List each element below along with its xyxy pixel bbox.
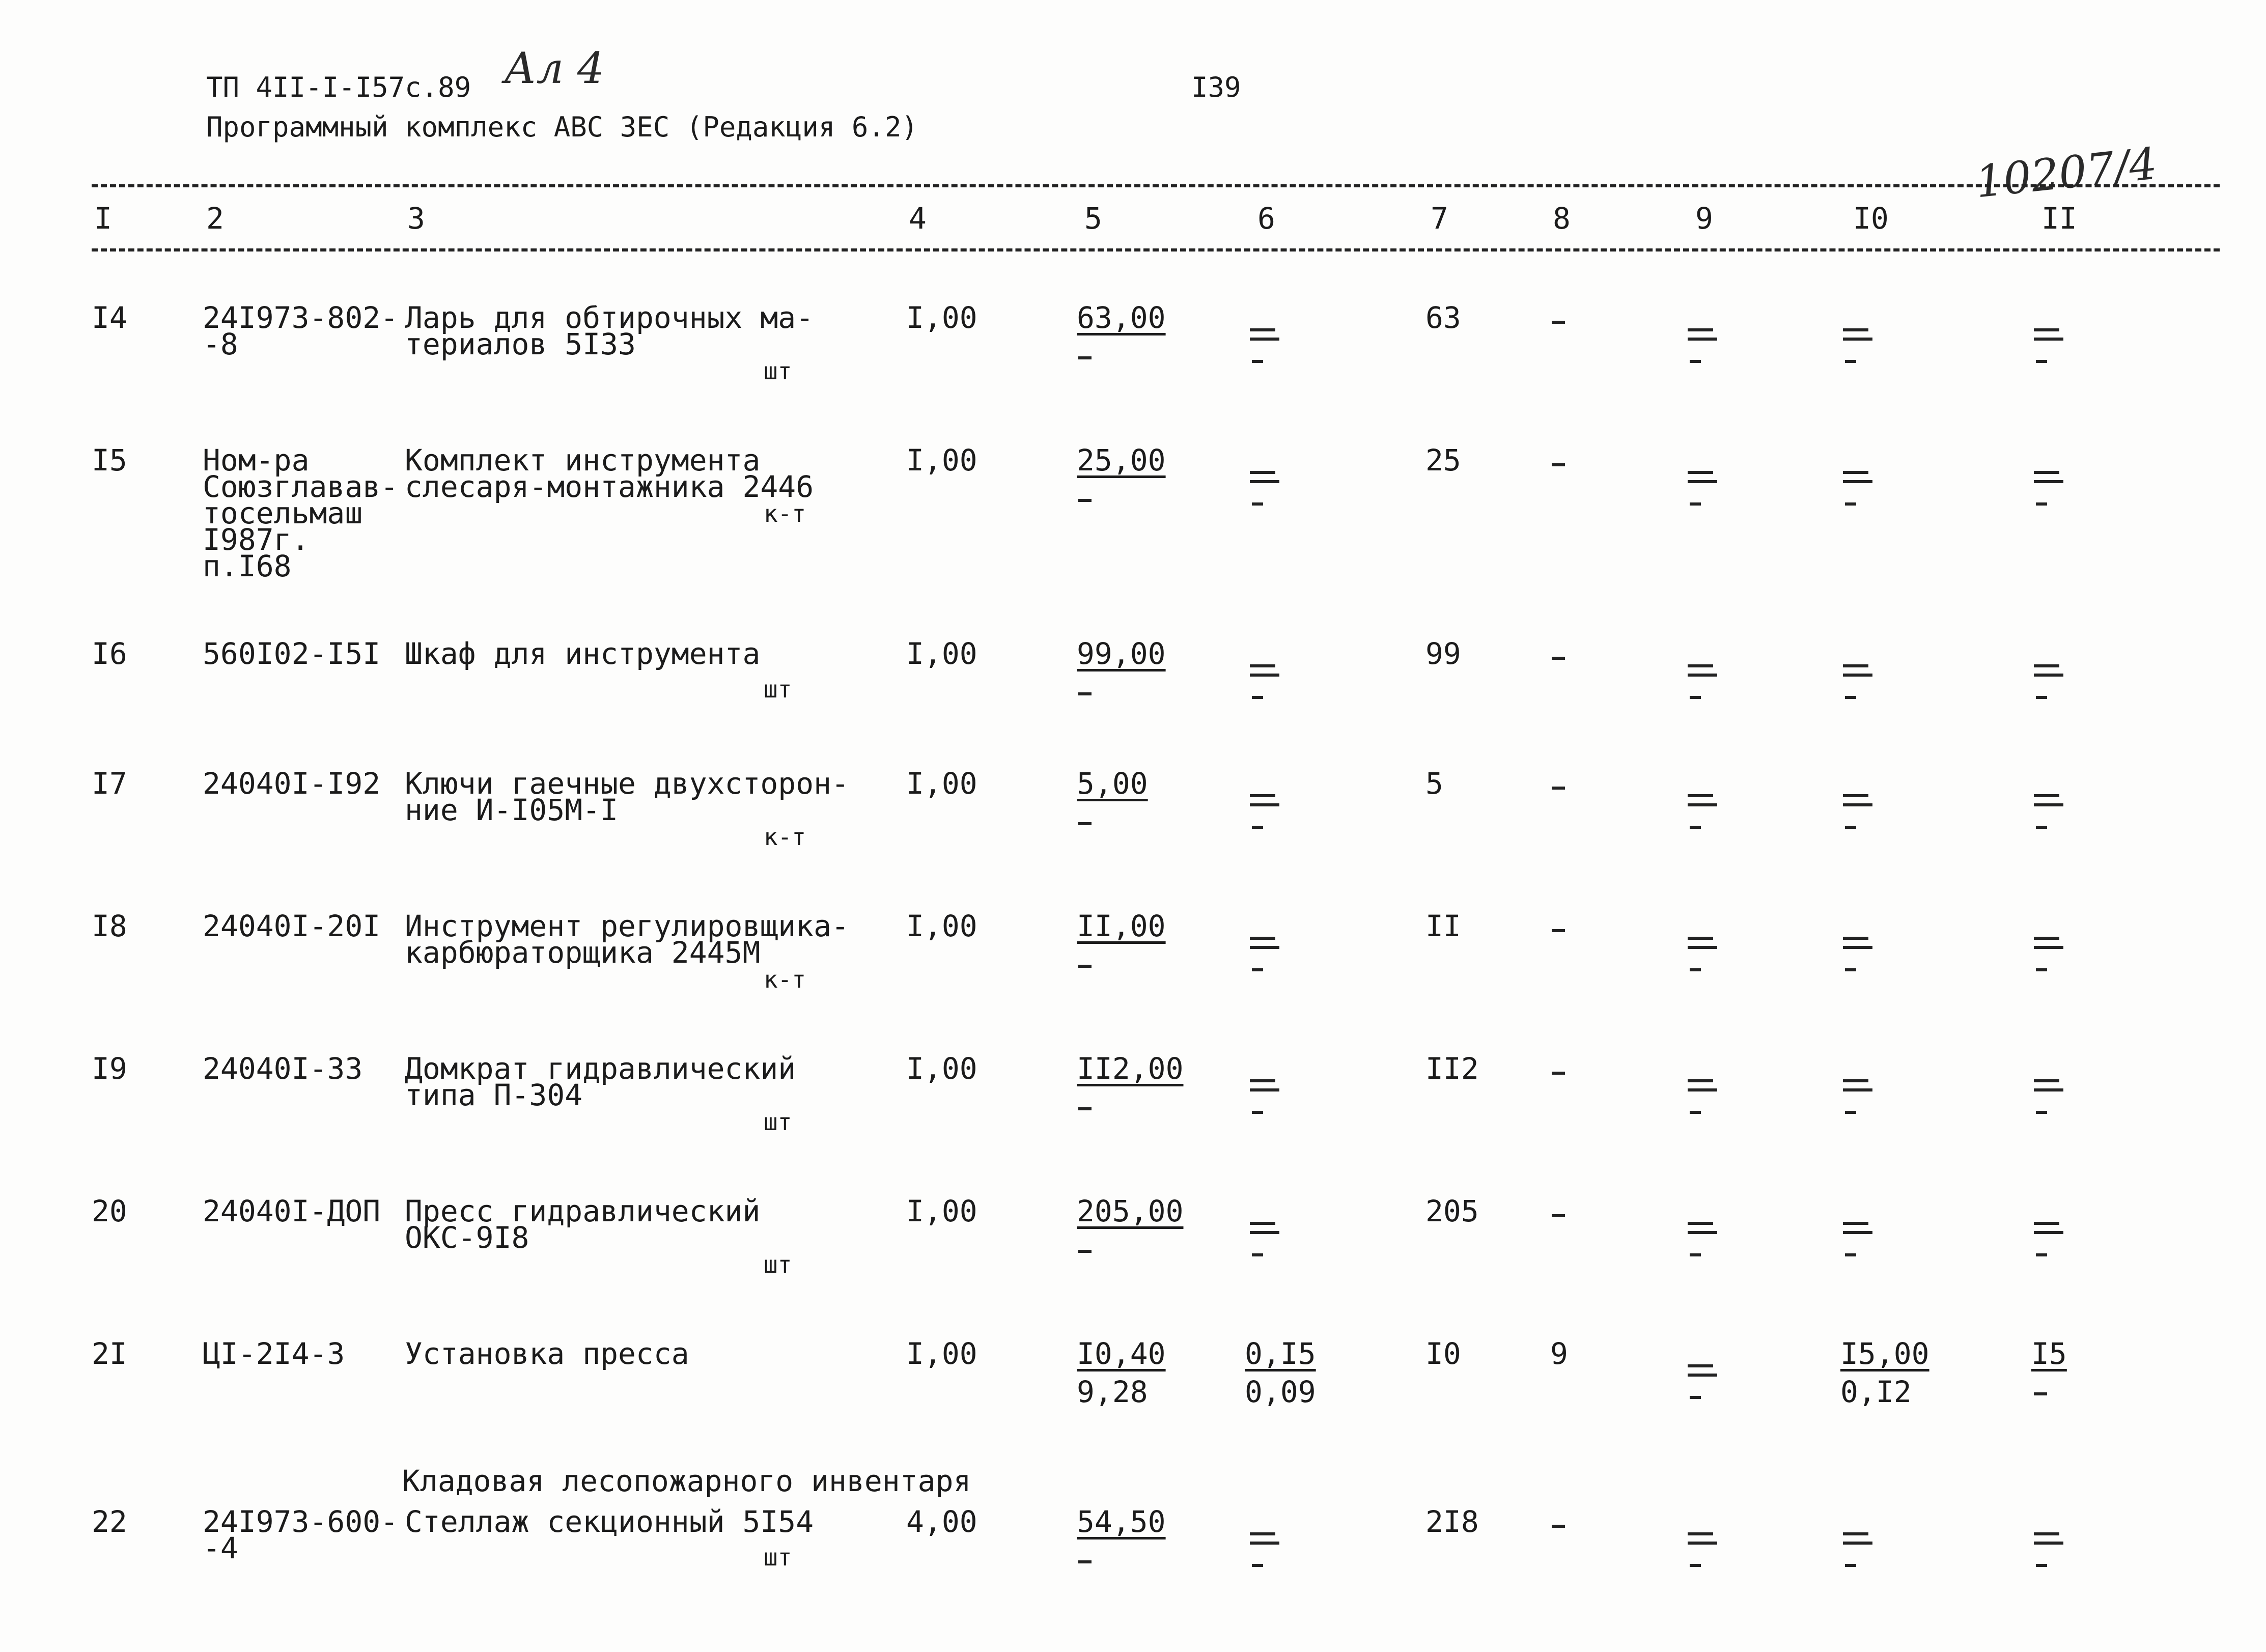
total-cost: 25 [1425,443,1461,478]
col11-blank-underline [2034,1088,2063,1091]
resource-code: -4 [203,1531,238,1565]
col9-blank-top [1688,1364,1713,1367]
unit-cost-secondary [1078,692,1092,695]
wage-cost-blank-bottom [1252,360,1263,363]
col11-blank-bottom [2036,1564,2047,1567]
total-cost: 5 [1425,766,1443,801]
resource-name: слесаря-монтажника 2446 [405,469,814,504]
col9-blank-top [1688,664,1713,667]
col11-dash [2034,1392,2047,1395]
col10-blank-top [1843,937,1868,940]
row-number: I4 [92,300,127,335]
col11-blank-bottom [2036,696,2047,699]
col10-blank-underline [1843,480,1872,483]
col11-blank-underline [2034,946,2063,949]
unit: к-т [764,500,806,527]
column-header-10: I0 [1853,201,1889,236]
unit-cost: 63,00 [1077,300,1166,335]
col10-blank-bottom [1845,826,1856,829]
resource-code: Союзглавав- [203,469,399,504]
resource-code: 24040I-33 [203,1051,363,1086]
quantity: I,00 [906,300,977,335]
resource-name: Ключи гаечные двухсторон- [405,766,849,801]
column-header-6: 6 [1257,201,1275,236]
wage-cost-blank-bottom [1252,1111,1263,1114]
column-header-4: 4 [909,201,927,236]
col8-dash [1552,787,1565,790]
col10-blank-underline [1843,1088,1872,1091]
col11-blank-bottom [2036,826,2047,829]
col10-blank-underline [1843,338,1872,341]
col9-blank-top [1688,937,1713,940]
col9-blank-underline [1688,803,1717,806]
header-rule-bottom [92,248,2220,251]
wage-cost-blank-underline [1250,674,1279,677]
total-cost: II2 [1425,1051,1479,1086]
resource-code: -8 [203,327,238,361]
unit-cost: II2,00 [1077,1051,1184,1086]
total-cost: 2I8 [1425,1504,1479,1539]
col8-dash [1552,321,1565,324]
unit-cost-secondary [1078,965,1092,968]
wage-cost-blank-underline [1250,946,1279,949]
col10-blank-top [1843,794,1868,797]
col11-blank-top [2034,471,2059,474]
col9-blank-underline [1688,1088,1717,1091]
col9-blank-top [1688,328,1713,331]
wage-cost-blank-bottom [1252,968,1263,971]
unit: шт [764,1251,792,1278]
col9-blank-top [1688,1222,1713,1225]
col9-blank-underline [1688,1542,1717,1545]
row-number: 2I [92,1336,127,1371]
resource-name: Установка пресса [405,1336,689,1371]
wage-cost-blank-top [1250,328,1275,331]
column-header-7: 7 [1431,201,1448,236]
unit: к-т [764,823,806,851]
wage-cost-blank-underline [1250,338,1279,341]
col11-blank-top [2034,328,2059,331]
resource-code: 24I973-600- [203,1504,399,1539]
wage-cost-blank-top [1250,937,1275,940]
col9-blank-underline [1688,674,1717,677]
col10-secondary: 0,I2 [1840,1375,1912,1409]
column-header-9: 9 [1695,201,1713,236]
col9-blank-underline [1688,1231,1717,1234]
col11-blank-top [2034,1079,2059,1082]
col11-value: I5 [2031,1336,2067,1371]
wage-cost-blank-top [1250,664,1275,667]
col10-blank-underline [1843,1542,1872,1545]
resource-code: 24040I-20I [203,909,381,943]
unit-cost-secondary [1078,1250,1092,1253]
resource-name: Инструмент регулировщика- [405,909,849,943]
resource-name: Шкаф для инструмента [405,636,761,671]
unit-cost: 25,00 [1077,443,1166,478]
quantity: I,00 [906,1194,977,1228]
wage-cost-blank-top [1250,1079,1275,1082]
row-number: 20 [92,1194,127,1228]
col10-blank-underline [1843,946,1872,949]
col11-blank-bottom [2036,502,2047,506]
resource-name: типа П-304 [405,1078,583,1112]
unit-cost-secondary [1078,499,1092,502]
col10-blank-top [1843,471,1868,474]
wage-cost-blank-top [1250,471,1275,474]
col8-dash [1552,929,1565,932]
col11-blank-underline [2034,338,2063,341]
column-header-1: I [94,201,112,236]
resource-code: Ном-ра [203,443,310,478]
resource-name: ние И-I05М-I [405,793,619,827]
col10-blank-underline [1843,674,1872,677]
col10-blank-bottom [1845,502,1856,506]
col9-blank-top [1688,794,1713,797]
col10-blank-top [1843,664,1868,667]
col10-blank-top [1843,1532,1868,1535]
col11-blank-top [2034,1222,2059,1225]
column-header-11: II [2041,201,2077,236]
unit-cost: I0,40 [1077,1336,1166,1371]
wage-cost-blank-bottom [1252,1564,1263,1567]
col8-dash [1552,1072,1565,1075]
unit-cost: II,00 [1077,909,1166,943]
wage-cost-blank-bottom [1252,696,1263,699]
resource-name: Пресс гидравлический [405,1194,761,1228]
col8-dash [1552,1525,1565,1528]
resource-name: Комплект инструмента [405,443,761,478]
resource-name: териалов 5I33 [405,327,636,361]
col9-blank-top [1688,1532,1713,1535]
col10-value: I5,00 [1840,1336,1929,1371]
row-number: 22 [92,1504,127,1539]
resource-name: карбюраторщика 2445М [405,935,761,970]
wage-cost-secondary: 0,09 [1245,1375,1316,1409]
wage-cost-blank-underline [1250,803,1279,806]
col11-blank-bottom [2036,968,2047,971]
unit-cost: 205,00 [1077,1194,1184,1228]
column-header-2: 2 [206,201,224,236]
quantity: 4,00 [906,1504,977,1539]
col11-blank-top [2034,1532,2059,1535]
total-cost: II [1425,909,1461,943]
unit-cost-secondary [1078,1107,1092,1110]
header-rule-top [92,184,2220,187]
col8-dash [1552,657,1565,660]
wage-cost-blank-underline [1250,1542,1279,1545]
column-header-8: 8 [1553,201,1571,236]
col11-blank-underline [2034,674,2063,677]
wage-cost: 0,I5 [1245,1336,1316,1371]
unit: шт [764,357,792,385]
resource-code: п.I68 [203,549,292,583]
resource-code: 24I973-802- [203,300,399,335]
wage-cost-blank-top [1250,1222,1275,1225]
resource-code: тосельмаш [203,496,363,530]
unit-cost: 5,00 [1077,766,1148,801]
column-header-5: 5 [1084,201,1102,236]
col8-dash [1552,463,1565,466]
row-number: I5 [92,443,127,478]
total-cost: 99 [1425,636,1461,671]
quantity: I,00 [906,1051,977,1086]
col9-blank-bottom [1690,1111,1701,1114]
quantity: I,00 [906,909,977,943]
handwritten-mark: Ал 4 [504,43,605,93]
col9-blank-bottom [1690,1396,1701,1399]
total-cost: 205 [1425,1194,1479,1228]
col11-blank-underline [2034,803,2063,806]
resource-name: Домкрат гидравлический [405,1051,796,1086]
document-code: ТП 4II-I-I57с.89 [206,71,471,103]
resource-name: ОКС-9I8 [405,1220,529,1255]
col10-blank-top [1843,1222,1868,1225]
col9-blank-top [1688,471,1713,474]
col10-blank-underline [1843,1231,1872,1234]
total-cost: 63 [1425,300,1461,335]
unit-cost: 99,00 [1077,636,1166,671]
col11-blank-underline [2034,480,2063,483]
resource-code: 24040I-ДОП [203,1194,381,1228]
col8-dash [1552,1214,1565,1217]
col10-blank-bottom [1845,1111,1856,1114]
col10-blank-bottom [1845,1564,1856,1567]
wage-cost-blank-underline [1250,1088,1279,1091]
col9-blank-underline [1688,946,1717,949]
col11-blank-underline [2034,1231,2063,1234]
page-number: I39 [1191,71,1241,103]
resource-name: Стеллаж секционный 5I54 [405,1504,814,1539]
wage-cost-blank-bottom [1252,826,1263,829]
col9-blank-underline [1688,1374,1717,1377]
unit: шт [764,676,792,703]
quantity: I,00 [906,443,977,478]
resource-name: Ларь для обтирочных ма- [405,300,814,335]
unit: шт [764,1108,792,1136]
row-number: I7 [92,766,127,801]
section-title: Кладовая лесопожарного инвентаря [402,1464,971,1498]
unit-cost-secondary: 9,28 [1077,1375,1148,1409]
col11-blank-bottom [2036,1253,2047,1256]
col9-blank-bottom [1690,1564,1701,1567]
wage-cost-blank-bottom [1252,502,1263,506]
total-cost: I0 [1425,1336,1461,1371]
handwritten-reference: 10207/4 [1973,138,2160,208]
col9-blank-underline [1688,480,1717,483]
unit-cost-secondary [1078,822,1092,825]
col11-blank-underline [2034,1542,2063,1545]
col11-blank-bottom [2036,360,2047,363]
col9-blank-bottom [1690,502,1701,506]
col10-blank-underline [1843,803,1872,806]
resource-code: I987г. [203,522,310,557]
resource-code: ЦI-2I4-3 [203,1336,345,1371]
wage-cost-blank-top [1250,1532,1275,1535]
unit: шт [764,1544,792,1571]
col9-blank-bottom [1690,360,1701,363]
col10-blank-bottom [1845,968,1856,971]
col11-blank-top [2034,664,2059,667]
col10-blank-bottom [1845,360,1856,363]
col9-blank-top [1688,1079,1713,1082]
quantity: I,00 [906,766,977,801]
col10-blank-top [1843,1079,1868,1082]
wage-cost-blank-bottom [1252,1253,1263,1256]
row-number: I9 [92,1051,127,1086]
unit-cost-secondary [1078,356,1092,359]
wage-cost-blank-underline [1250,1231,1279,1234]
col9-blank-bottom [1690,826,1701,829]
row-number: I8 [92,909,127,943]
column-header-3: 3 [407,201,425,236]
col11-blank-bottom [2036,1111,2047,1114]
resource-code: 560I02-I5I [203,636,381,671]
col9-blank-underline [1688,338,1717,341]
col10-blank-top [1843,328,1868,331]
col8-value: 9 [1550,1336,1568,1371]
col9-blank-bottom [1690,696,1701,699]
col9-blank-bottom [1690,968,1701,971]
col10-blank-bottom [1845,696,1856,699]
unit-cost: 54,50 [1077,1504,1166,1539]
row-number: I6 [92,636,127,671]
quantity: I,00 [906,1336,977,1371]
col11-blank-top [2034,937,2059,940]
quantity: I,00 [906,636,977,671]
resource-code: 24040I-I92 [203,766,381,801]
col10-blank-bottom [1845,1253,1856,1256]
col11-blank-top [2034,794,2059,797]
col9-blank-bottom [1690,1253,1701,1256]
wage-cost-blank-underline [1250,480,1279,483]
unit: к-т [764,966,806,993]
program-title: Программный комплекс АВС 3ЕС (Редакция 6.2) [206,111,918,143]
unit-cost-secondary [1078,1560,1092,1563]
wage-cost-blank-top [1250,794,1275,797]
